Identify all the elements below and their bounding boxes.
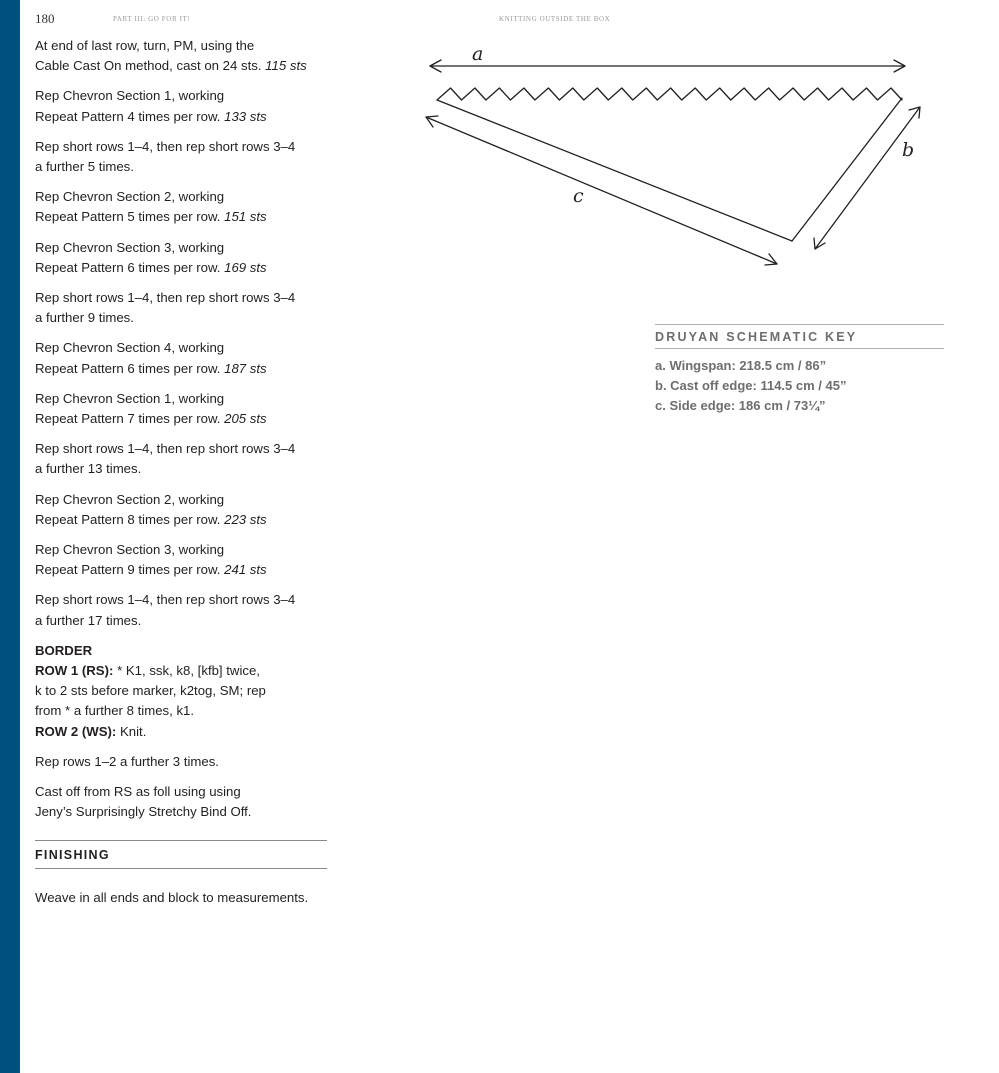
instruction-line [35, 107, 327, 127]
instruction-line: Jeny’s Surprisingly Stretchy Bind Off. [35, 804, 252, 820]
instruction-paragraph [35, 782, 327, 822]
instructions-column [35, 36, 327, 908]
instruction-paragraph [35, 36, 327, 76]
instruction-text: Repeat Pattern 6 times per row. [35, 259, 221, 275]
border-row-1: ROW 1 (RS): * K1, ssk, k8, [kfb] twice, [35, 663, 260, 679]
instruction-paragraph [35, 540, 327, 580]
instruction-text: Repeat Pattern 7 times per row. [35, 411, 221, 427]
key-item-wingspan: a. Wingspan: 218.5 cm / 86” [655, 358, 827, 373]
instruction-line: Rep Chevron Section 1, working [35, 88, 225, 104]
side-edge-line [426, 117, 777, 264]
instruction-line: Rep Chevron Section 2, working [35, 189, 225, 205]
instruction-line: Rep Chevron Section 2, working [35, 491, 225, 507]
stitch-count: 169 sts [224, 259, 267, 275]
key-item-cast-off-edge: b. Cast off edge: 114.5 cm / 45” [655, 378, 847, 394]
instruction-line: Rep short rows 1–4, then rep short rows 3–4 [35, 441, 296, 457]
shawl-chevron-edge [437, 88, 902, 100]
instruction-paragraph [35, 137, 327, 177]
instruction-line [35, 409, 327, 429]
border-row-2: ROW 2 (WS): Knit. [35, 723, 147, 739]
instruction-line [35, 56, 327, 76]
instruction-line: Rep short rows 1–4, then rep short rows 3–4 [35, 592, 296, 608]
stitch-count: 187 sts [224, 360, 267, 376]
instruction-paragraph [35, 439, 327, 479]
instruction-line: Rep short rows 1–4, then rep short rows 3–4 [35, 138, 296, 154]
instruction-paragraph [35, 490, 327, 530]
instruction-paragraph [35, 288, 327, 328]
key-item-side-edge: c. Side edge: 186 cm / 73¼” [655, 398, 826, 414]
instruction-text: Cable Cast On method, cast on 24 sts. [35, 58, 262, 74]
page-header [35, 11, 975, 27]
finishing-text: Weave in all ends and block to measurements. [35, 889, 309, 905]
instruction-text: a further 5 times. [35, 159, 134, 175]
instruction-text: a further 17 times. [35, 612, 142, 628]
label-c: c [573, 185, 584, 207]
stitch-count: 151 sts [224, 209, 267, 225]
instruction-line [35, 510, 327, 530]
instruction-text: Repeat Pattern 5 times per row. [35, 209, 221, 225]
instruction-line [35, 611, 327, 631]
instruction-paragraph [35, 752, 327, 772]
instruction-text: Repeat Pattern 9 times per row. [35, 562, 221, 578]
right-running-title: KNITTING OUTSIDE THE BOX [499, 15, 611, 23]
after-border-list [35, 752, 327, 823]
instruction-line [35, 207, 327, 227]
border-section [35, 641, 327, 742]
instruction-text: Repeat Pattern 4 times per row. [35, 108, 221, 124]
instruction-line [35, 308, 327, 328]
instruction-line [35, 459, 327, 479]
instruction-line [35, 258, 327, 278]
instruction-line: Rep Chevron Section 3, working [35, 542, 225, 558]
key-heading: DRUYAN SCHEMATIC KEY [655, 324, 944, 349]
label-b: b [902, 139, 915, 161]
page-number: 180 [35, 11, 55, 26]
stitch-count: 133 sts [224, 108, 267, 124]
instruction-line: At end of last row, turn, PM, using the [35, 38, 255, 53]
instruction-paragraph [35, 187, 327, 227]
shawl-cast-off-edge [792, 98, 902, 241]
instruction-line: Rep Chevron Section 1, working [35, 390, 225, 406]
schematic-key [655, 324, 944, 417]
instruction-paragraph [35, 86, 327, 126]
instruction-line: Rep Chevron Section 4, working [35, 340, 225, 356]
instruction-line [35, 157, 327, 177]
stitch-count: 223 sts [224, 511, 267, 527]
shawl-schematic [415, 36, 935, 276]
key-list [655, 356, 944, 417]
instruction-text: Repeat Pattern 8 times per row. [35, 511, 221, 527]
border-heading: BORDER [35, 642, 93, 658]
stitch-count: 205 sts [224, 411, 267, 427]
border-row-1-end: from * a further 8 times, k1. [35, 703, 195, 719]
border-row-1-cont: k to 2 sts before marker, k2tog, SM; rep [35, 683, 266, 699]
instruction-text: a further 9 times. [35, 310, 134, 326]
instruction-list [35, 36, 327, 631]
finishing-heading: FINISHING [35, 840, 327, 869]
label-a: a [472, 43, 484, 65]
instruction-line: Rep rows 1–2 a further 3 times. [35, 753, 219, 769]
instruction-line: Cast off from RS as foll using using [35, 784, 241, 800]
instruction-paragraph [35, 590, 327, 630]
shawl-side-edge [437, 100, 792, 241]
instruction-text: a further 13 times. [35, 461, 142, 477]
instruction-line: Rep short rows 1–4, then rep short rows 3–4 [35, 290, 296, 306]
instruction-line: Rep Chevron Section 3, working [35, 239, 225, 255]
stitch-count: 115 sts [265, 58, 307, 74]
instruction-paragraph [35, 238, 327, 278]
left-running-title: PART III: GO FOR IT! [113, 15, 191, 23]
instruction-paragraph [35, 389, 327, 429]
instruction-line [35, 359, 327, 379]
stitch-count: 241 sts [224, 562, 267, 578]
instruction-line [35, 560, 327, 580]
instruction-text: Repeat Pattern 6 times per row. [35, 360, 221, 376]
instruction-paragraph [35, 338, 327, 378]
side-color-bar [0, 0, 20, 1073]
cast-off-line [815, 107, 920, 249]
